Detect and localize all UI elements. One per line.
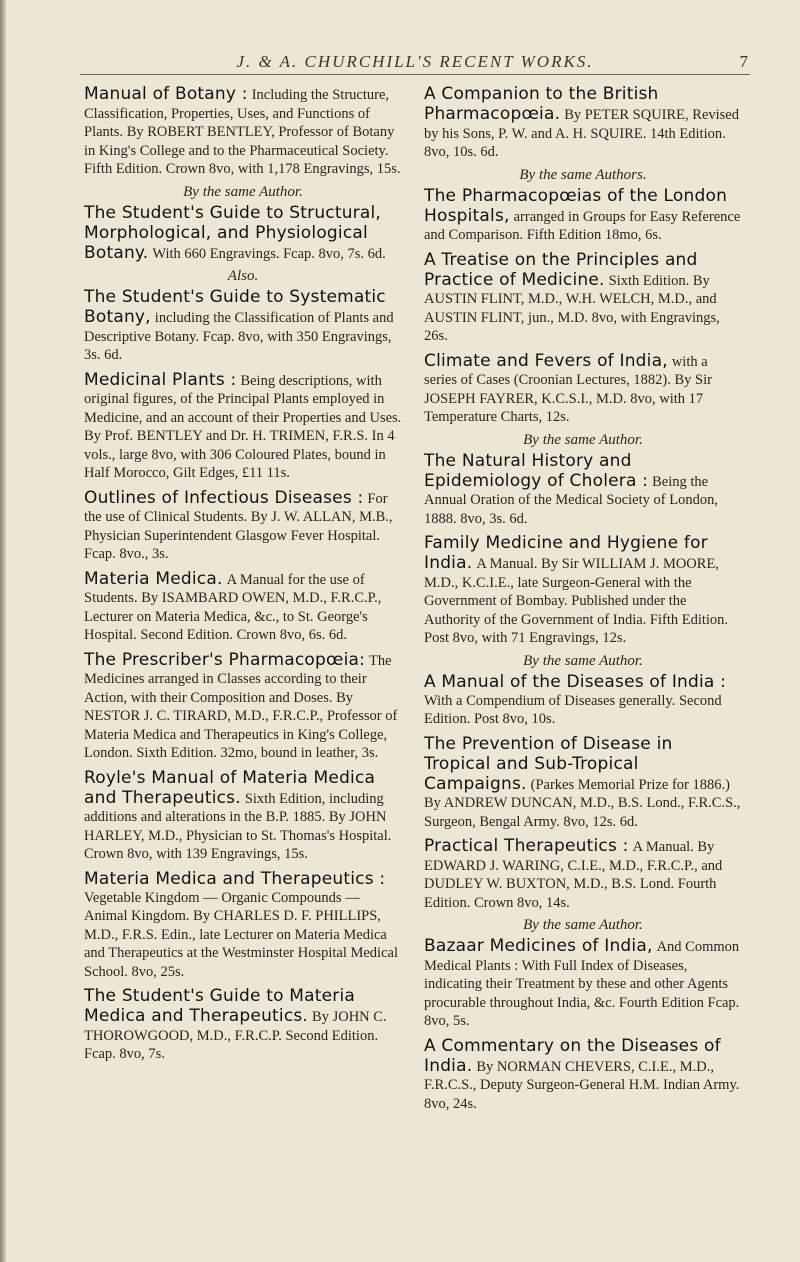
book-entry bbox=[424, 734, 742, 832]
page-header bbox=[80, 52, 750, 75]
by-same-author-note: By the same Author. bbox=[523, 652, 643, 669]
book-entry bbox=[84, 488, 402, 564]
book-title: Materia Medica. bbox=[84, 568, 223, 589]
book-description: With 660 Engravings. Fcap. 8vo, 7s. 6d. bbox=[152, 245, 386, 262]
book-description: And Common Medical Plants : With Full Index of Diseases, indicating their Treatment by these and other Agents procurable throughout India, &c. Fourth Edition Fcap. 8vo, 5s. bbox=[424, 939, 740, 1029]
by-same-author-note: By the same Author. bbox=[523, 431, 643, 448]
book-description: Including the Structure, Classification, Properties, Uses, and Functions of Plants. By ROBERT BENTLEY, Professor of Botany in King's College and to the Pharmaceutical Society. Fifth Edition. Crown 8vo, with 1,178 Engravings, 15s. bbox=[84, 87, 401, 177]
by-same-author-note: Also. bbox=[227, 268, 259, 284]
book-entry bbox=[84, 869, 402, 982]
page-edge-shadow bbox=[0, 0, 6, 1262]
book-description: with a series of Cases (Croonian Lectures, 1882). By Sir JOSEPH FAYRER, K.C.S.I., M.D. 8vo, with 17 Temperature Charts, 12s. bbox=[424, 353, 712, 425]
book-title: The Student's Guide to Systematic Botany, bbox=[84, 287, 386, 327]
book-title: A Commentary on the Diseases of India. bbox=[424, 1035, 721, 1076]
book-description: A Manual. By EDWARD J. WARING, C.I.E., M.D., F.R.C.P., and DUDLEY W. BUXTON, M.D., B.S. Lond. Fourth Edition. Crown 8vo, 14s. bbox=[424, 839, 723, 911]
book-description: For the use of Clinical Students. By J. W. ALLAN, M.B., Physician Superintendent Glasgow Fever Hospital. Fcap. 8vo., 3s. bbox=[84, 490, 393, 562]
book-entry bbox=[84, 569, 402, 645]
book-entry bbox=[424, 672, 742, 729]
book-entry bbox=[84, 986, 402, 1064]
book-description: A Manual. By Sir WILLIAM J. MOORE, M.D., K.C.I.E., late Surgeon-General with the Government of Bombay. Published under the Authority of the Government of India. Fifth Edition. Post 8vo, with 71 Engravings, 12s. bbox=[424, 556, 729, 646]
book-entry bbox=[424, 1036, 742, 1114]
book-description: arranged in Groups for Easy Reference and Comparison. Fifth Edition 18mo, 6s. bbox=[424, 208, 741, 243]
book-entry bbox=[424, 836, 742, 912]
book-entry bbox=[84, 650, 402, 763]
book-title: Practical Therapeutics : bbox=[424, 836, 629, 856]
book-entry bbox=[84, 287, 402, 365]
book-title: The Student's Guide to Structural, Morphological, and Physiological Botany. bbox=[84, 202, 382, 263]
book-description: The Medicines arranged in Classes according to their Action, with their Composition and Doses. By NESTOR J. C. TIRARD, M.D., F.R.C.P., Professor of Materia Medica and Therapeutics in King's College, London. Sixth Edition. 32mo, bound in leather, 3s. bbox=[84, 652, 398, 761]
book-description: Being the Annual Oration of the Medical Society of London, 1888. 8vo, 3s. 6d. bbox=[424, 473, 718, 527]
book-entry bbox=[424, 451, 742, 529]
book-description: including the Classification of Plants and Descriptive Botany. Fcap. 8vo, with 350 Engravings, 3s. 6d. bbox=[84, 310, 394, 363]
page-number: 7 bbox=[739, 52, 748, 71]
book-title: Manual of Botany : bbox=[84, 84, 248, 104]
book-description: A Manual for the use of Students. By ISAMBARD OWEN, M.D., F.R.C.P., Lecturer on Materia Medica, &c., to St. George's Hospital. Second Edition. Crown 8vo, 6s. 6d. bbox=[84, 571, 382, 643]
book-title: The Pharmacopœias of the London Hospitals, bbox=[424, 185, 728, 226]
book-title: Bazaar Medicines of India, bbox=[424, 936, 653, 956]
book-description: Sixth Edition, including additions and alterations in the B.P. 1885. By JOHN HARLEY, M.D., Physician to St. Thomas's Hospital. Crown 8vo, with 139 Engravings, 15s. bbox=[84, 790, 392, 862]
book-description: By NORMAN CHEVERS, C.I.E., M.D., F.R.C.S., Deputy Surgeon-General H.M. Indian Army. 8vo, 24s. bbox=[424, 1058, 740, 1112]
by-same-author-note: By the same Author. bbox=[523, 917, 643, 933]
book-description: By PETER SQUIRE, Revised by his Sons, P. W. and A. H. SQUIRE. 14th Edition. 8vo, 10s. 6d. bbox=[424, 107, 739, 160]
book-description: Vegetable Kingdom — Organic Compounds — Animal Kingdom. By CHARLES D. F. PHILLIPS, M.D., F.R.S. Edin., late Lecturer on Materia Medica and Therapeutics at the Westminster Hospital Medical School. 8vo, 25s. bbox=[84, 889, 398, 980]
book-title: Materia Medica and Therapeutics : bbox=[84, 868, 386, 889]
book-title: A Manual of the Diseases of India : bbox=[424, 671, 727, 692]
book-entry bbox=[84, 84, 402, 179]
book-entry bbox=[424, 186, 742, 245]
book-description: With a Compendium of Diseases generally. Second Edition. Post 8vo, 10s. bbox=[424, 692, 722, 727]
by-same-author-note: By the same Authors. bbox=[519, 166, 647, 183]
book-description: (Parkes Memorial Prize for 1886.) By ANDREW DUNCAN, M.D., B.S. Lond., F.R.C.S., Surgeon, Bengal Army. 8vo, 12s. 6d. bbox=[424, 776, 741, 830]
book-title: Family Medicine and Hygiene for India. bbox=[424, 533, 708, 573]
book-entry bbox=[424, 84, 742, 162]
book-entry bbox=[84, 203, 402, 264]
book-entry bbox=[424, 351, 742, 427]
book-title: Climate and Fevers of India, bbox=[424, 350, 668, 371]
book-title: A Companion to the British Pharmacopœia. bbox=[424, 84, 659, 124]
book-title: Royle's Manual of Materia Medica and Therapeutics. bbox=[84, 767, 376, 808]
book-description: Sixth Edition. By AUSTIN FLINT, M.D., W.H. WELCH, M.D., and AUSTIN FLINT, jun., M.D. 8vo, with Engravings, 26s. bbox=[424, 272, 720, 344]
book-entry bbox=[424, 250, 742, 346]
book-entry bbox=[424, 936, 742, 1031]
book-title: Outlines of Infectious Diseases : bbox=[84, 487, 364, 508]
book-entry bbox=[84, 370, 402, 483]
book-description: By JOHN C. THOROWGOOD, M.D., F.R.C.P. Second Edition. Fcap. 8vo, 7s. bbox=[84, 1009, 387, 1062]
by-same-author-note: By the same Author. bbox=[183, 183, 303, 200]
running-title: J. & A. CHURCHILL'S RECENT WORKS. bbox=[236, 52, 594, 71]
book-title: The Prescriber's Pharmacopœia: bbox=[84, 649, 366, 670]
right-column bbox=[424, 84, 742, 1118]
book-entry bbox=[84, 768, 402, 864]
left-column bbox=[84, 84, 402, 1069]
book-title: The Natural History and Epidemiology of Cholera : bbox=[424, 450, 649, 491]
book-title: The Prevention of Disease in Tropical and Sub-Tropical Campaigns. bbox=[424, 733, 673, 794]
book-title: The Student's Guide to Materia Medica and Therapeutics. bbox=[84, 986, 356, 1026]
book-title: A Treatise on the Principles and Practice of Medicine. bbox=[424, 249, 698, 290]
book-description: Being descriptions, with original figures, of the Principal Plants employed in Medicine, and an account of their Properties and Uses. By Prof. BENTLEY and Dr. H. TRIMEN, F.R.S. In 4 vols., large 8vo, with 306 Coloured Plates, bound in Half Morocco, Gilt Edges, £11 11s. bbox=[84, 372, 402, 481]
book-title: Medicinal Plants : bbox=[84, 369, 237, 390]
book-entry bbox=[424, 533, 742, 648]
